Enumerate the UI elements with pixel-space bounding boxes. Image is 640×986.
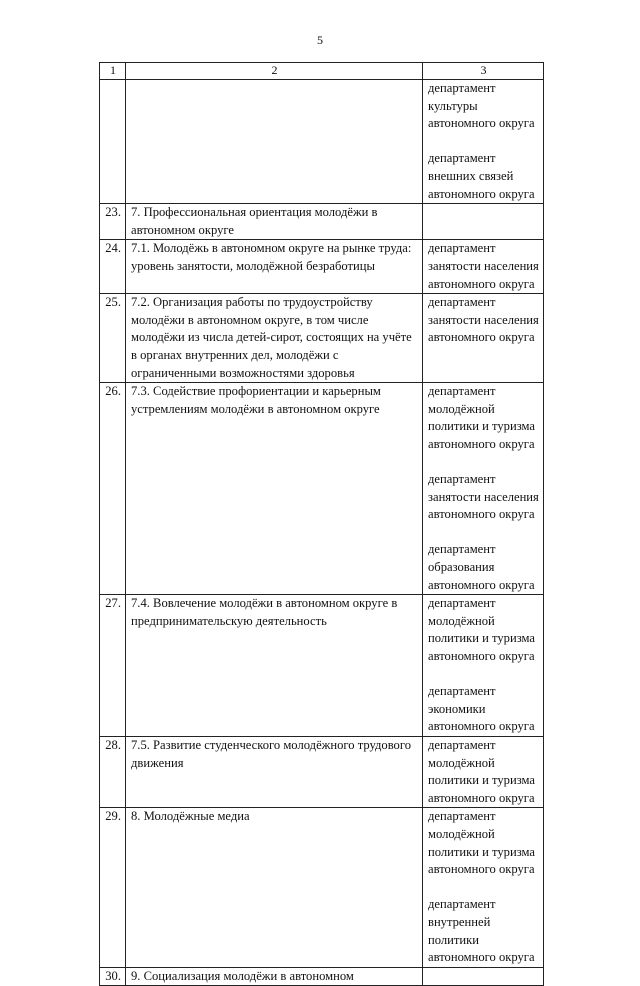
- row-text: 7.1. Молодёжь в автономном округе на рынке труда: уровень занятости, молодёжной безработицы: [126, 240, 423, 294]
- header-col-3: 3: [423, 63, 544, 80]
- row-number: 23.: [100, 204, 126, 240]
- department-name: департамент внутренней политики автономного округа: [428, 897, 535, 965]
- row-departments: [423, 595, 544, 737]
- row-departments: [423, 240, 544, 294]
- row-departments: [423, 204, 544, 240]
- row-number: [100, 80, 126, 204]
- row-departments: [423, 294, 544, 383]
- table-row: [100, 80, 544, 204]
- row-text: 7.3. Содействие профориентации и карьерным устремлениям молодёжи в автономном округе: [126, 383, 423, 595]
- row-departments: [423, 736, 544, 807]
- department-name: департамент экономики автономного округа: [428, 684, 535, 734]
- table-row: [100, 240, 544, 294]
- table-header-row: [100, 63, 544, 80]
- row-number: 25.: [100, 294, 126, 383]
- department-name: департамент занятости населения автономного округа: [428, 472, 539, 522]
- row-number: 26.: [100, 383, 126, 595]
- department-name: департамент культуры автономного округа: [428, 81, 535, 131]
- row-text: 8. Молодёжные медиа: [126, 808, 423, 967]
- row-number: 29.: [100, 808, 126, 967]
- department-name: департамент занятости населения автономного округа: [428, 295, 539, 345]
- header-col-1: 1: [100, 63, 126, 80]
- row-number: 30.: [100, 967, 126, 986]
- department-name: департамент молодёжной политики и туризма автономного округа: [428, 596, 535, 663]
- department-name: департамент молодёжной политики и туризма автономного округа: [428, 384, 535, 451]
- row-number: 27.: [100, 595, 126, 737]
- table-row: [100, 294, 544, 383]
- document-table: [99, 62, 544, 986]
- row-text: 7.2. Организация работы по трудоустройству молодёжи в автономном округе, в том числе молодёжи из числа детей-сирот, состоящих на учёте в органах внутренних дел, молодёжи с ограниченными возможностями здоровья: [126, 294, 423, 383]
- row-text: [126, 80, 423, 204]
- row-number: 28.: [100, 736, 126, 807]
- row-text: 7.5. Развитие студенческого молодёжного трудового движения: [126, 736, 423, 807]
- row-text: 7. Профессиональная ориентация молодёжи в автономном округе: [126, 204, 423, 240]
- department-name: департамент молодёжной политики и туризма автономного округа: [428, 809, 535, 877]
- department-name: департамент внешних связей автономного округа: [428, 151, 535, 201]
- department-name: департамент занятости населения автономного округа: [428, 241, 539, 291]
- row-departments: [423, 967, 544, 986]
- page-number: 5: [317, 33, 323, 47]
- table-row: [100, 736, 544, 807]
- department-name: департамент молодёжной политики и туризма автономного округа: [428, 737, 535, 805]
- table-row: [100, 204, 544, 240]
- table-row: [100, 967, 544, 986]
- row-departments: [423, 383, 544, 595]
- header-col-2: 2: [126, 63, 423, 80]
- table-row: [100, 383, 544, 595]
- row-text: 9. Социализация молодёжи в автономном: [126, 967, 423, 986]
- row-departments: [423, 808, 544, 967]
- row-text: 7.4. Вовлечение молодёжи в автономном округе в предпринимательскую деятельность: [126, 595, 423, 737]
- table-row: [100, 808, 544, 967]
- row-number: 24.: [100, 240, 126, 294]
- row-departments: [423, 80, 544, 204]
- department-name: департамент образования автономного округа: [428, 542, 535, 592]
- table-row: [100, 595, 544, 737]
